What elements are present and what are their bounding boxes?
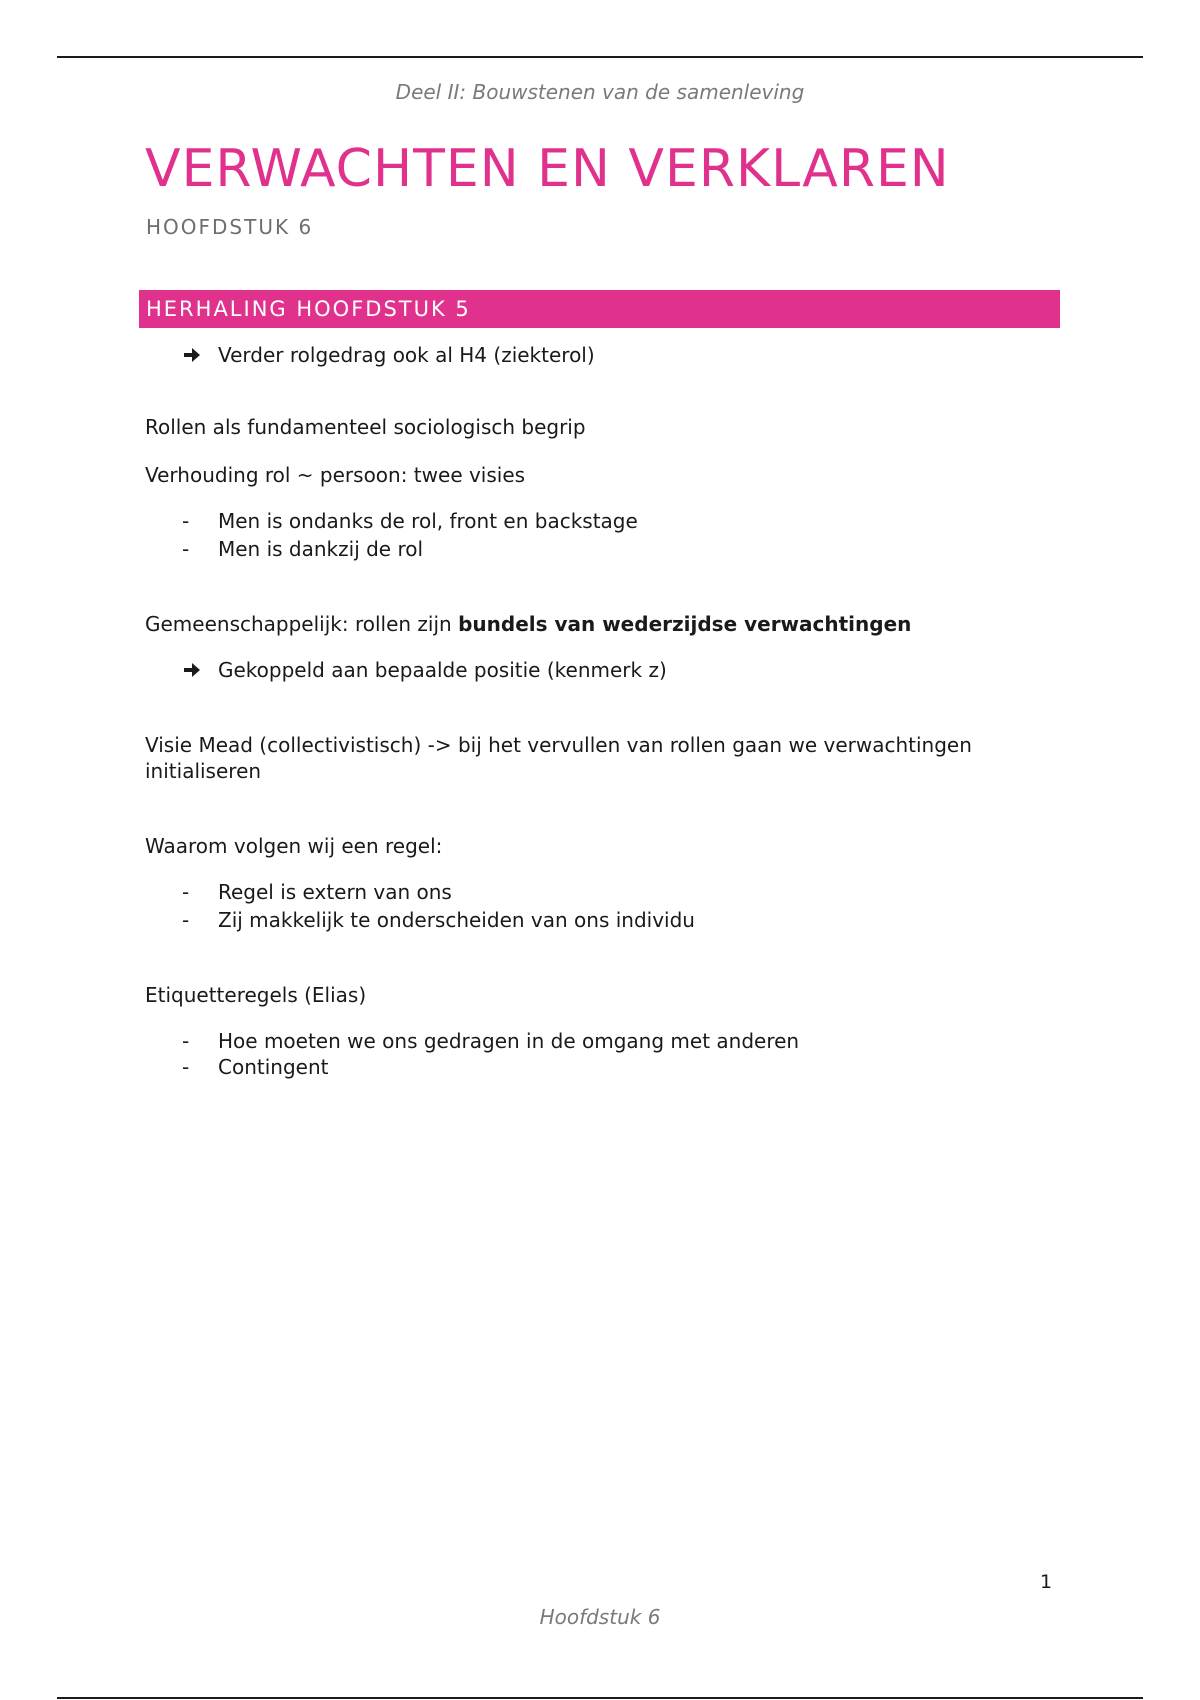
list-item: Regel is extern van ons <box>218 880 452 904</box>
arrow-item: Verder rolgedrag ook al H4 (ziekterol) <box>218 343 595 367</box>
bottom-rule <box>57 1697 1143 1699</box>
paragraph: Etiquetteregels (Elias) <box>145 983 367 1007</box>
emphasis-text: bundels van wederzijdse verwachtingen <box>458 612 912 636</box>
list-item: Hoe moeten we ons gedragen in de omgang met anderen <box>218 1029 800 1053</box>
arrow-right-icon <box>181 342 203 368</box>
page-number: 1 <box>1040 1571 1053 1593</box>
section-heading-banner: HERHALING HOOFDSTUK 5 <box>139 290 1060 328</box>
list-item: Contingent <box>218 1055 329 1079</box>
list-item: Men is ondanks de rol, front en backstage <box>218 509 638 533</box>
arrow-item: Gekoppeld aan bepaalde positie (kenmerk z) <box>218 658 667 682</box>
list-bullet: - <box>182 1029 190 1053</box>
document-title: VERWACHTEN EN VERKLAREN <box>145 139 950 199</box>
list-bullet: - <box>182 509 190 533</box>
list-bullet: - <box>182 880 190 904</box>
list-bullet: - <box>182 908 190 932</box>
running-header: Deel II: Bouwstenen van de samenleving <box>395 80 805 104</box>
paragraph: Visie Mead (collectivistisch) -> bij het vervullen van rollen gaan we verwachtingen <box>145 733 972 757</box>
arrow-right-icon <box>181 657 203 683</box>
paragraph: Waarom volgen wij een regel: <box>145 834 443 858</box>
document-subtitle: HOOFDSTUK 6 <box>146 215 314 239</box>
list-bullet: - <box>182 1055 190 1079</box>
paragraph-text: Gemeenschappelijk: rollen zijn <box>145 612 459 636</box>
top-rule <box>57 56 1143 58</box>
list-item: Men is dankzij de rol <box>218 537 424 561</box>
list-item: Zij makkelijk te onderscheiden van ons individu <box>218 908 695 932</box>
running-footer: Hoofdstuk 6 <box>539 1605 661 1629</box>
paragraph <box>145 611 911 637</box>
paragraph: Rollen als fundamenteel sociologisch begrip <box>145 415 586 439</box>
list-bullet: - <box>182 537 190 561</box>
paragraph: Verhouding rol ~ persoon: twee visies <box>145 463 526 487</box>
paragraph-continuation: initialiseren <box>145 759 262 783</box>
